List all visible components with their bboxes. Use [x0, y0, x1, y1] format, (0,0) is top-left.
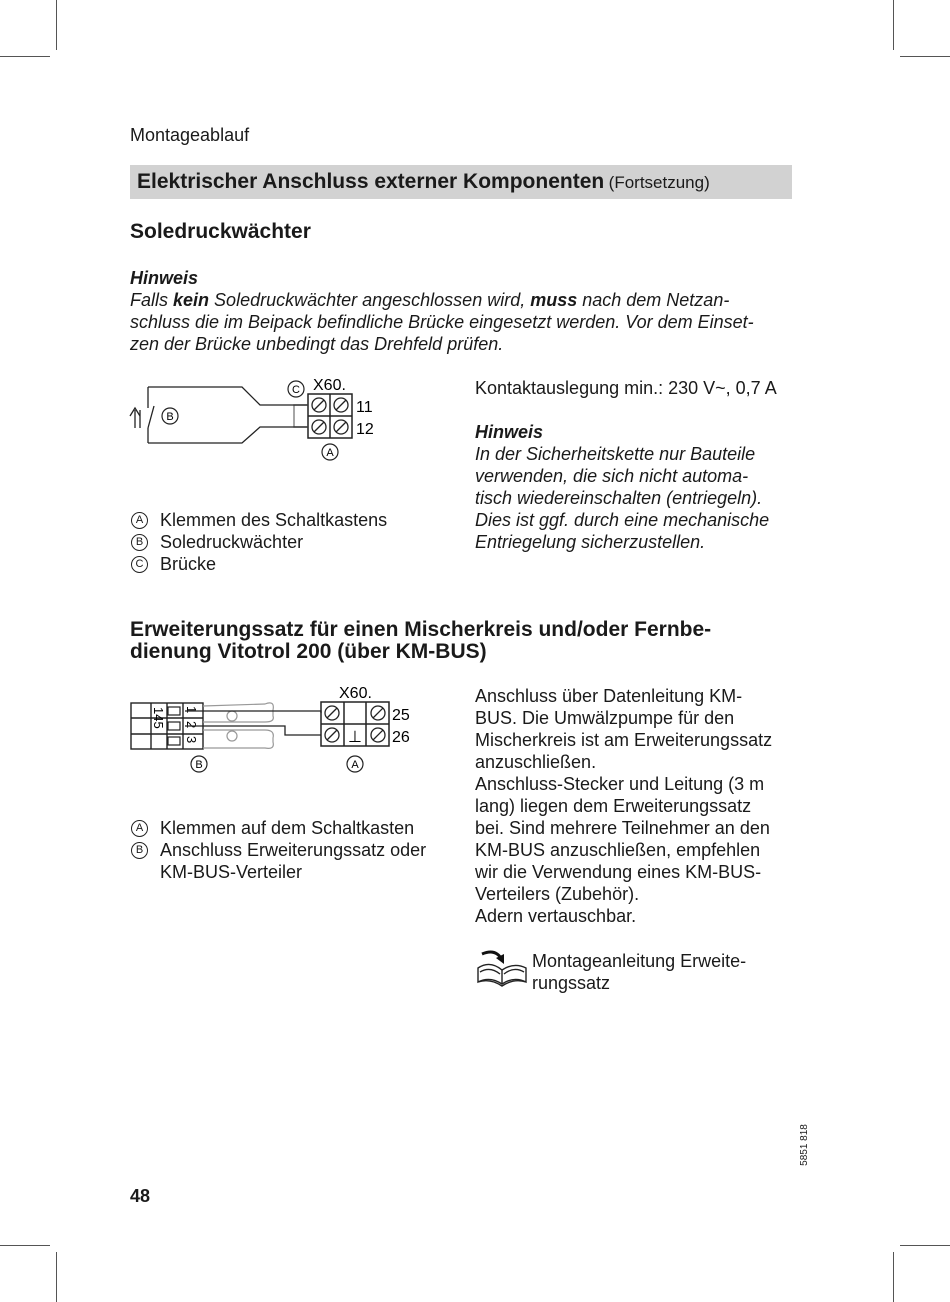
reference-line: Montageanleitung Erweite-: [532, 951, 747, 971]
sole-note: [130, 267, 810, 355]
crop-mark: [900, 1245, 950, 1246]
legend-text: Brücke: [160, 553, 217, 574]
legend-item: [131, 509, 387, 531]
cable-wire: [148, 427, 308, 443]
banner-suffix: (Fortsetzung): [608, 173, 710, 192]
title-banner: [130, 165, 792, 199]
plug-side-label: 145: [151, 707, 166, 729]
reference-text: [532, 950, 812, 994]
ext-heading: [130, 619, 711, 663]
marker-a: A: [326, 447, 334, 459]
note-part: nach dem Netzan-: [577, 290, 730, 310]
bridge: [294, 405, 308, 427]
note-part: Falls: [130, 290, 174, 310]
ext-body-line: BUS. Die Umwälzpumpe für den: [475, 708, 735, 728]
ext-body-line: anzuschließen.: [475, 752, 597, 772]
safety-hint-title: Hinweis: [475, 422, 544, 442]
plug-pin-1: 1: [184, 706, 199, 714]
safety-hint-line: Dies ist ggf. durch eine mechanische: [475, 510, 770, 530]
crop-mark: [893, 1252, 894, 1302]
bus-wire: [185, 711, 321, 713]
ground-icon: ⊥: [348, 729, 362, 746]
reference-line: rungssatz: [532, 973, 611, 993]
legend-text: Soledruckwächter: [160, 531, 304, 552]
ext-body-line: bei. Sind mehrere Teilnehmer an den: [475, 818, 770, 838]
ext-heading-line2: dienung Vitotrol 200 (über KM-BUS): [130, 640, 487, 663]
banner-title: Elektrischer Anschluss externer Komponenten: [137, 170, 605, 193]
crop-mark: [0, 56, 50, 57]
legend-item: [131, 839, 426, 861]
ext-body-line: Anschluss über Datenleitung KM-: [475, 686, 743, 706]
legend-text: Klemmen auf dem Schaltkasten: [160, 817, 415, 838]
connector-label: X60.: [339, 685, 372, 702]
safety-hint-line: In der Sicherheitskette nur Bauteile: [475, 444, 756, 464]
plug-pins: [168, 707, 180, 745]
legend-key: A: [131, 512, 148, 529]
legend-item: [131, 817, 426, 839]
ext-body-line: lang) liegen dem Erweiterungssatz: [475, 796, 752, 816]
legend-item: [131, 531, 387, 553]
switch-contact: [148, 406, 154, 428]
crop-mark: [56, 1252, 57, 1302]
sole-heading: Soledruckwächter: [130, 220, 311, 243]
legend-text: Anschluss Erweiterungssatz oder: [160, 839, 427, 860]
sole-note-title: Hinweis: [130, 268, 199, 288]
ext-body-line: Mischerkreis ist am Erweiterungssatz: [475, 730, 773, 750]
legend-key: C: [131, 556, 148, 573]
safety-hint-line: tisch wiedereinschalten (entriegeln).: [475, 488, 763, 508]
crop-mark: [900, 56, 950, 57]
sole-note-line3: zen der Brücke unbedingt das Drehfeld prüfen.: [130, 334, 504, 354]
crop-mark: [893, 0, 894, 50]
legend-key: A: [131, 820, 148, 837]
book-icon: [474, 946, 530, 990]
connector-label: X60.: [313, 377, 346, 394]
ext-body-line: wir die Verwendung eines KM-BUS-: [475, 862, 762, 882]
crop-mark: [0, 1245, 50, 1246]
safety-hint: [475, 421, 805, 553]
legend-item: [131, 553, 387, 575]
section-label: Montageablauf: [130, 125, 250, 145]
ext-body: [475, 685, 805, 927]
marker-c: C: [292, 384, 300, 396]
sole-note-line1: [130, 289, 810, 311]
sole-note-line2: schluss die im Beipack befindliche Brücke eingesetzt werden. Vor dem Einset-: [130, 312, 754, 332]
note-emphasis-kein: kein: [173, 290, 210, 310]
sole-wiring-diagram: [120, 370, 390, 470]
safety-hint-line: verwenden, die sich nicht automa-: [475, 466, 749, 486]
legend-text: KM-BUS-Verteiler: [160, 861, 303, 882]
ext-legend: [131, 817, 426, 883]
terminal-11: 11: [356, 399, 373, 416]
plug-pin-2: 2: [184, 721, 199, 729]
ext-heading-line1: Erweiterungssatz für einen Mischerkreis und/oder Fernbe-: [130, 618, 712, 641]
terminal-26: 26: [392, 729, 410, 746]
note-emphasis-muss: muss: [530, 290, 578, 310]
marker-b: B: [195, 759, 203, 771]
document-number: 5851 818: [799, 1124, 810, 1166]
safety-hint-line: Entriegelung sicherzustellen.: [475, 532, 706, 552]
terminal-12: 12: [356, 421, 374, 438]
kmbus-wiring-diagram: [125, 680, 425, 780]
ext-body-line: KM-BUS anzuschließen, empfehlen: [475, 840, 761, 860]
terminal-25: 25: [392, 707, 410, 724]
ext-body-line: Anschluss-Stecker und Leitung (3 m: [475, 774, 765, 794]
ext-body-line: Adern vertauschbar.: [475, 906, 637, 926]
legend-key: B: [131, 534, 148, 551]
legend-item: [131, 861, 426, 883]
note-part: Soledruckwächter angeschlossen wird,: [209, 290, 531, 310]
legend-text: Klemmen des Schaltkastens: [160, 509, 388, 530]
page-number: 48: [130, 1186, 151, 1206]
crop-mark: [56, 0, 57, 50]
sole-legend: [131, 509, 387, 575]
ext-body-line: Verteilers (Zubehör).: [475, 884, 640, 904]
legend-key: B: [131, 842, 148, 859]
marker-a: A: [351, 759, 359, 771]
plug-pin-3: 3: [184, 736, 199, 744]
cable-wire: [148, 387, 308, 405]
contact-rating: Kontaktauslegung min.: 230 V~, 0,7 A: [475, 378, 777, 398]
marker-b: B: [166, 411, 174, 423]
